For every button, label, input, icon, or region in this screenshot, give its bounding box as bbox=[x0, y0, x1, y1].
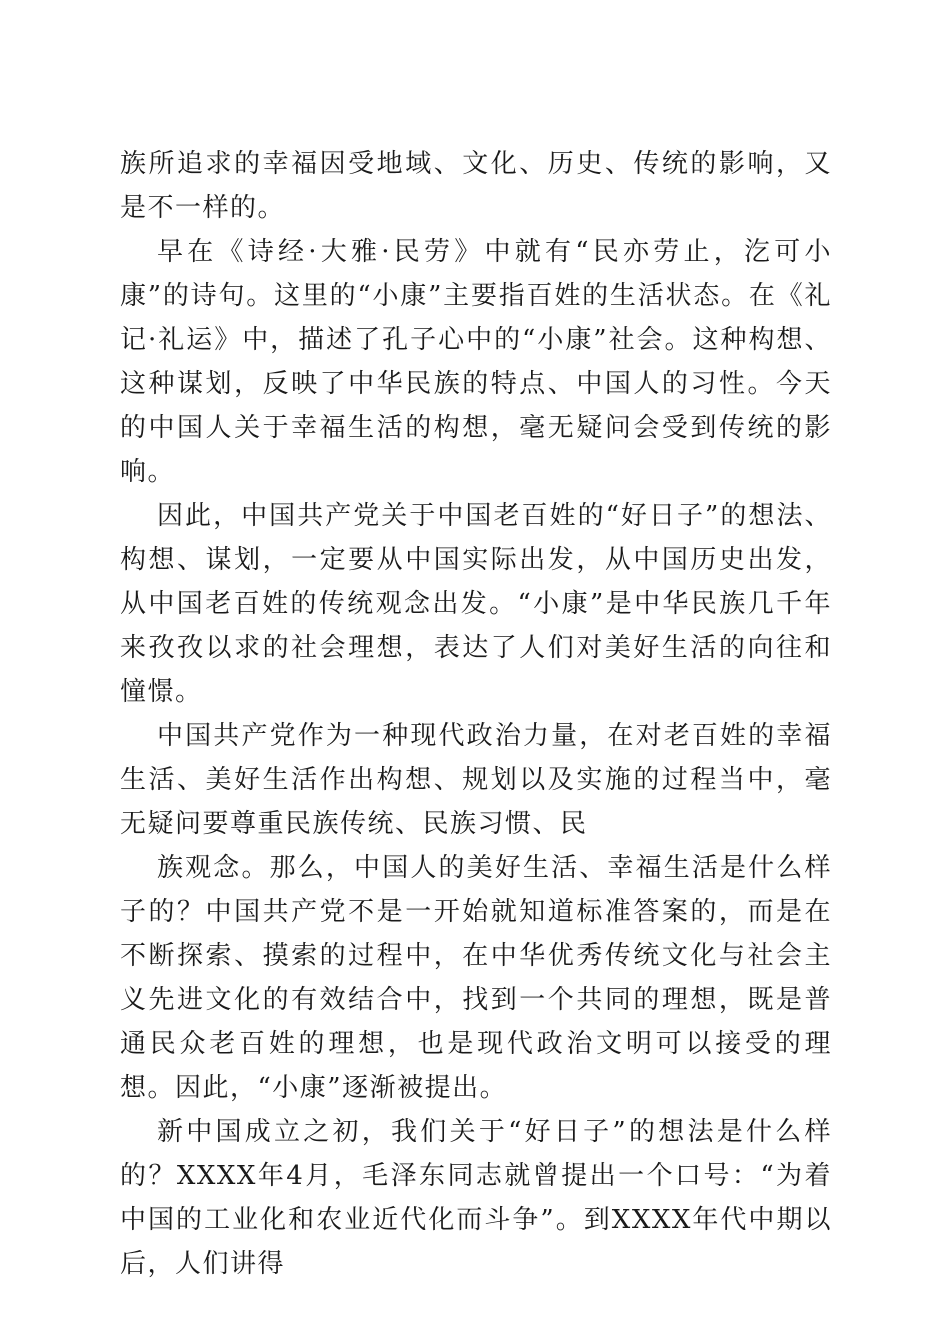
paragraph-new-china: 新中国成立之初，我们关于“好日子”的想法是什么样的？XXXX年4月，毛泽东同志就曾提出一个口号：“为着中国的工业化和农业近代化而斗争”。到XXXX年代中期以后，人们讲得 bbox=[120, 1117, 832, 1279]
paragraph-modern-political-force: 中国共产党作为一种现代政治力量，在对老百姓的幸福生活、美好生活作出构想、规划以及实施的过程当中，毫无疑问要尊重民族传统、民族习惯、民 bbox=[120, 721, 832, 839]
paragraph-continuation: 族所追求的幸福因受地域、文化、历史、传统的影响，又是不一样的。 bbox=[120, 149, 832, 223]
paragraph-xiaokang-origin: 早在《诗经·大雅·民劳》中就有“民亦劳止，汔可小康”的诗句。这里的“小康”主要指百姓的生活状态。在《礼记·礼运》中，描述了孔子心中的“小康”社会。这种构想、这种谋划，反映了中华民族的特点、中国人的习性。今天的中国人关于幸福生活的构想，毫无疑问会受到传统的影响。 bbox=[120, 237, 832, 487]
paragraph-good-days: 因此，中国共产党关于中国老百姓的“好日子”的想法、构想、谋划，一定要从中国实际出发，从中国历史出发，从中国老百姓的传统观念出发。“小康”是中华民族几千年来孜孜以求的社会理想，表达了人们对美好生活的向往和憧憬。 bbox=[120, 501, 832, 707]
paragraph-national-concept: 族观念。那么，中国人的美好生活、幸福生活是什么样子的？中国共产党不是一开始就知道标准答案的，而是在不断探索、摸索的过程中，在中华优秀传统文化与社会主义先进文化的有效结合中，找到一个共同的理想，既是普通民众老百姓的理想，也是现代政治文明可以接受的理想。因此，“小康”逐渐被提出。 bbox=[120, 853, 832, 1103]
document-body bbox=[120, 142, 832, 1286]
